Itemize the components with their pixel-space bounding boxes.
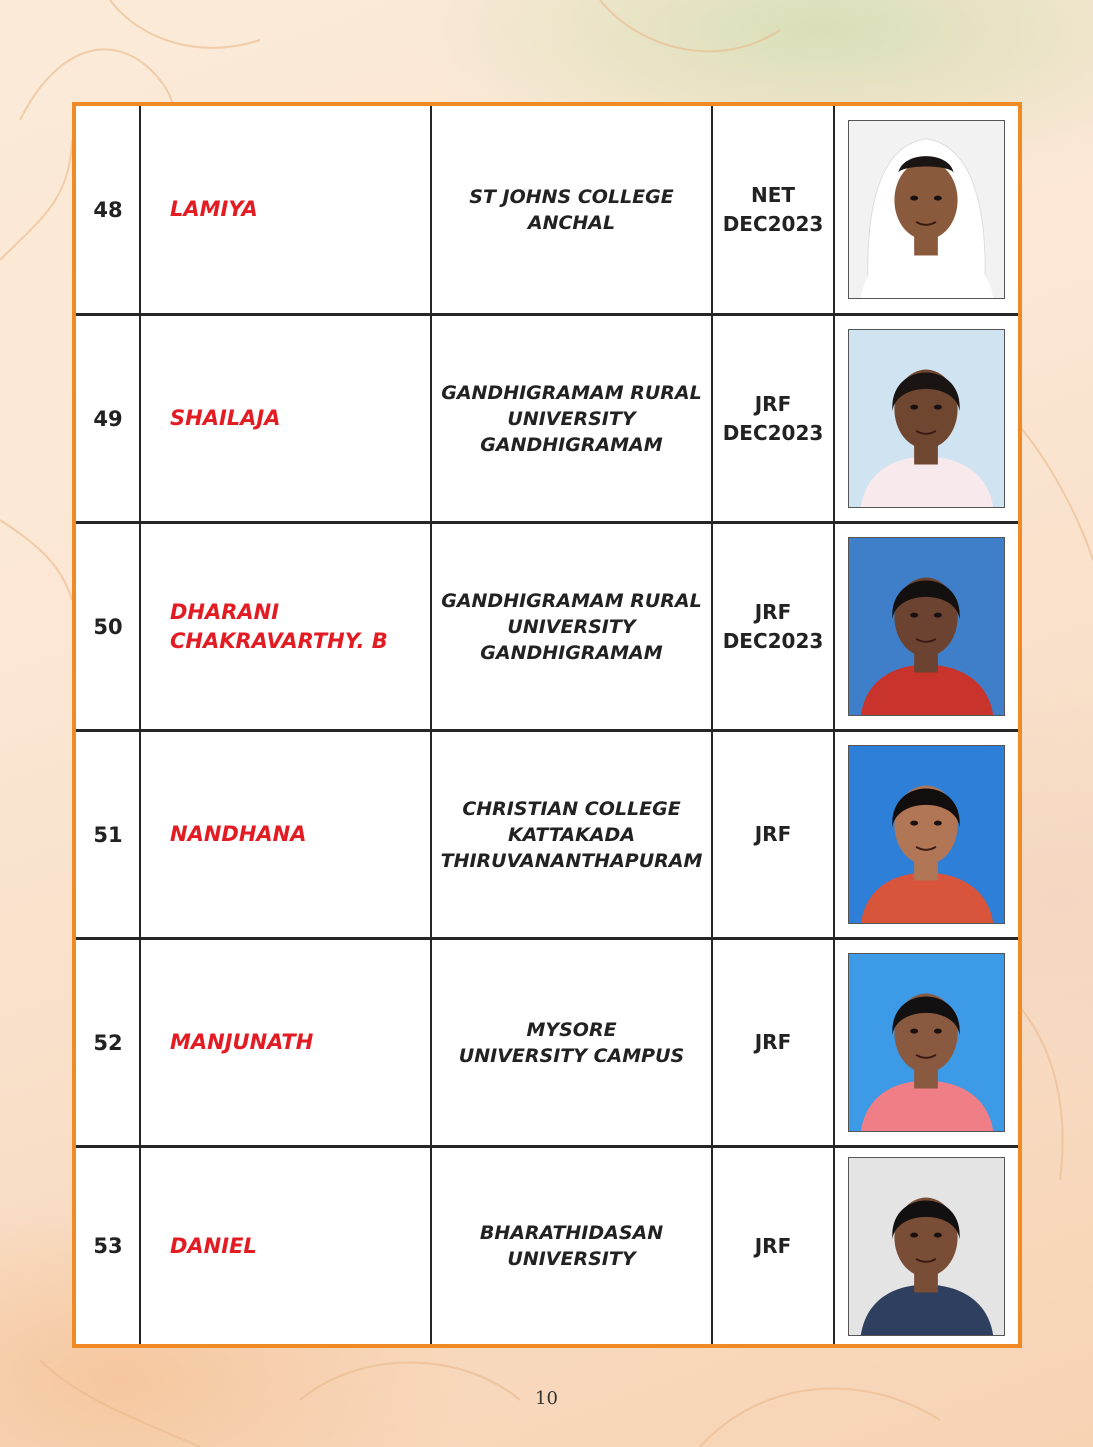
table-row — [76, 106, 1018, 313]
student-name-cell — [140, 316, 431, 521]
institution-name: BHARATHIDASAN UNIVERSITY — [479, 1222, 664, 1270]
photo-cell — [834, 940, 1018, 1145]
institution-name: GANDHIGRAMAM RURAL UNIVERSITY GANDHIGRAMAM — [441, 589, 702, 664]
student-photo — [848, 537, 1005, 716]
student-name-cell — [140, 1148, 431, 1344]
student-name-cell — [140, 732, 431, 937]
qualification-cell — [712, 1148, 834, 1344]
student-photo — [848, 1157, 1005, 1336]
row-number: 51 — [93, 822, 123, 847]
qualification: JRF — [754, 1030, 792, 1054]
student-name-cell — [140, 940, 431, 1145]
row-number-cell — [76, 316, 140, 521]
row-number: 52 — [93, 1030, 123, 1055]
institution-cell — [431, 316, 712, 521]
row-number-cell — [76, 940, 140, 1145]
institution-name: MYSORE UNIVERSITY CAMPUS — [458, 1018, 685, 1067]
student-name: NANDHANA — [170, 822, 307, 846]
student-name: DANIEL — [170, 1233, 257, 1258]
qualification-cell — [712, 106, 834, 313]
column-divider — [711, 106, 713, 1344]
student-photo — [848, 953, 1005, 1132]
column-divider — [139, 106, 141, 1344]
student-name: DHARANI CHAKRAVARTHY. B — [170, 599, 388, 653]
photo-cell — [834, 524, 1018, 729]
institution-name: ST JOHNS COLLEGE ANCHAL — [469, 185, 674, 234]
student-name-cell — [140, 524, 431, 729]
table-row — [76, 937, 1018, 1145]
student-photo — [848, 329, 1005, 508]
student-photo — [848, 120, 1005, 299]
row-number: 53 — [93, 1234, 123, 1258]
qualification: NET DEC2023 — [722, 182, 824, 236]
table-row — [76, 1145, 1018, 1344]
institution-name: CHRISTIAN COLLEGE KATTAKADA THIRUVANANTHAPURAM — [440, 797, 703, 872]
institution-cell — [431, 524, 712, 729]
row-number-cell — [76, 1148, 140, 1344]
qualification: JRF DEC2023 — [722, 599, 824, 653]
institution-cell — [431, 1148, 712, 1344]
table-row — [76, 313, 1018, 521]
student-photo — [848, 745, 1005, 924]
qualification: JRF — [754, 822, 792, 846]
institution-cell — [431, 106, 712, 313]
row-number-cell — [76, 106, 140, 313]
photo-cell — [834, 316, 1018, 521]
qualification-cell — [712, 524, 834, 729]
qualification-cell — [712, 732, 834, 937]
table-row — [76, 521, 1018, 729]
photo-cell — [834, 106, 1018, 313]
student-name: SHAILAJA — [170, 406, 281, 430]
student-name: MANJUNATH — [170, 1030, 314, 1054]
photo-cell — [834, 1148, 1018, 1344]
institution-cell — [431, 732, 712, 937]
qualification: JRF — [754, 1233, 792, 1258]
row-number: 48 — [93, 197, 123, 222]
photo-cell — [834, 732, 1018, 937]
student-name-cell — [140, 106, 431, 313]
row-number: 49 — [93, 406, 123, 431]
qualification-cell — [712, 316, 834, 521]
column-divider — [833, 106, 835, 1344]
row-number: 50 — [93, 614, 123, 639]
column-divider — [430, 106, 432, 1344]
table-row — [76, 729, 1018, 937]
institution-name: GANDHIGRAMAM RURAL UNIVERSITY GANDHIGRAMAM — [441, 381, 702, 456]
student-name: LAMIYA — [170, 197, 258, 221]
page-number: 10 — [535, 1388, 558, 1409]
table-rows — [76, 106, 1018, 1344]
results-table — [72, 102, 1022, 1348]
row-number-cell — [76, 732, 140, 937]
row-number-cell — [76, 524, 140, 729]
qualification: JRF DEC2023 — [722, 391, 824, 445]
institution-cell — [431, 940, 712, 1145]
qualification-cell — [712, 940, 834, 1145]
